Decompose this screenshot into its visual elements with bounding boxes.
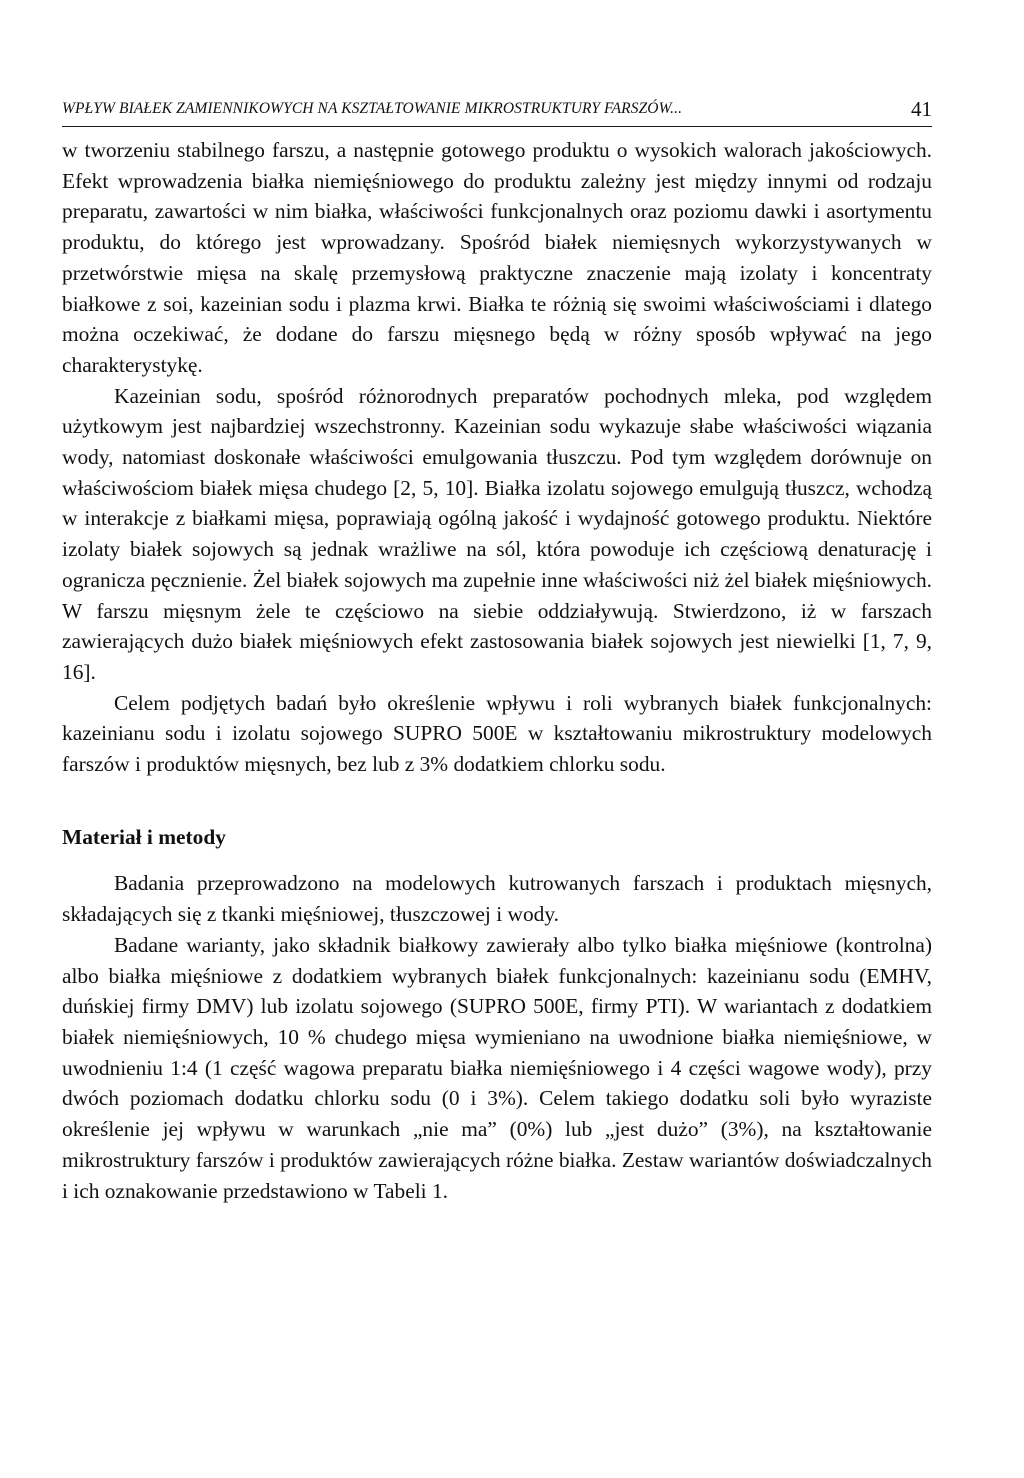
running-header [62,96,932,127]
section-heading-materials-methods: Materiał i metody [62,824,226,849]
body-text [62,135,932,1206]
paragraph-continued: w tworzeniu stabilnego farszu, a następnie gotowego produktu o wysokich walorach jakościowych. Efekt wprowadzenia białka niemięśniowego do produktu zależny jest między innymi od rodzaju preparatu, zawartości w nim białka, właściwości funkcjonalnych oraz poziomu dawki i asortymentu produktu, do którego jest wprowadzany. Spośród białek niemięsnych wykorzystywanych w przetwórstwie mięsa na skalę przemysłową praktyczne znaczenie mają izolaty i koncentraty białkowe z soi, kazeinian sodu i plazma krwi. Białka te różnią się swoimi właściwościami i dlatego można oczekiwać, że dodane do farszu mięsnego będą w różny sposób wpływać na jego charakterystykę. [62,138,932,377]
paragraph-materials: Badania przeprowadzono na modelowych kutrowanych farszach i produktach mięsnych, składających się z tkanki mięśniowej, tłuszczowej i wody. [62,871,932,927]
page-number: 41 [911,97,932,121]
paragraph-study-aim: Celem podjętych badań było określenie wpływu i roli wybranych białek funkcjonalnych: kazeinianu sodu i izolatu sojowego SUPRO 500E w kształtowaniu mikrostruktury modelowych farszów i produktów mięsnych, bez lub z 3% dodatkiem chlorku sodu. [62,690,932,777]
running-title: WPŁYW BIAŁEK ZAMIENNIKOWYCH NA KSZTAŁTOWANIE MIKROSTRUKTURY FARSZÓW... [62,100,683,117]
paragraph-variants: Badane warianty, jako składnik białkowy zawierały albo tylko białka mięśniowe (kontrolna) albo białka mięśniowe z dodatkiem wybranych białek funkcjonalnych: kazeinianu sodu (EMHV, duńskiej firmy DMV) lub izolatu sojowego (SUPRO 500E, firmy PTI). W wariantach z dodatkiem białek niemięśniowych, 10 % chudego mięsa wymieniano na uwodnione białka niemięśniowe, w uwodnieniu 1:4 (1 część wagowa preparatu białka niemięśniowego i 4 części wagowe wody), przy dwóch poziomach dodatku chlorku sodu (0 i 3%). Celem takiego dodatku soli było wyraziste określenie jej wpływu w warunkach „nie ma” (0%) lub „jest dużo” (3%), na kształtowanie mikrostruktury farszów i produktów zawierających różne białka. Zestaw wariantów doświadczalnych i ich oznakowanie przedstawiono w Tabeli 1. [62,932,932,1203]
paragraph-sodium-caseinate: Kazeinian sodu, spośród różnorodnych preparatów pochodnych mleka, pod względem użytkowym jest najbardziej wszechstronny. Kazeinian sodu wykazuje słabe właściwości wiązania wody, natomiast doskonałe właściwości emulgowania tłuszczu. Pod tym względem dorównuje on właściwościom białek mięsa chudego [2, 5, 10]. Białka izolatu sojowego emulgują tłuszcz, wchodzą w interakcje z białkami mięsa, poprawiają ogólną jakość i wydajność gotowego produktu. Niektóre izolaty białek sojowych są jednak wrażliwe na sól, która powoduje ich częściową denaturację i ogranicza pęcznienie. Żel białek sojowych ma zupełnie inne właściwości niż żel białek mięśniowych. W farszu mięsnym żele te częściowo na siebie oddziaływują. Stwierdzono, iż w farszach zawierających dużo białek mięśniowych efekt zastosowania białek sojowych jest niewielki [1, 7, 9, 16]. [62,383,932,684]
